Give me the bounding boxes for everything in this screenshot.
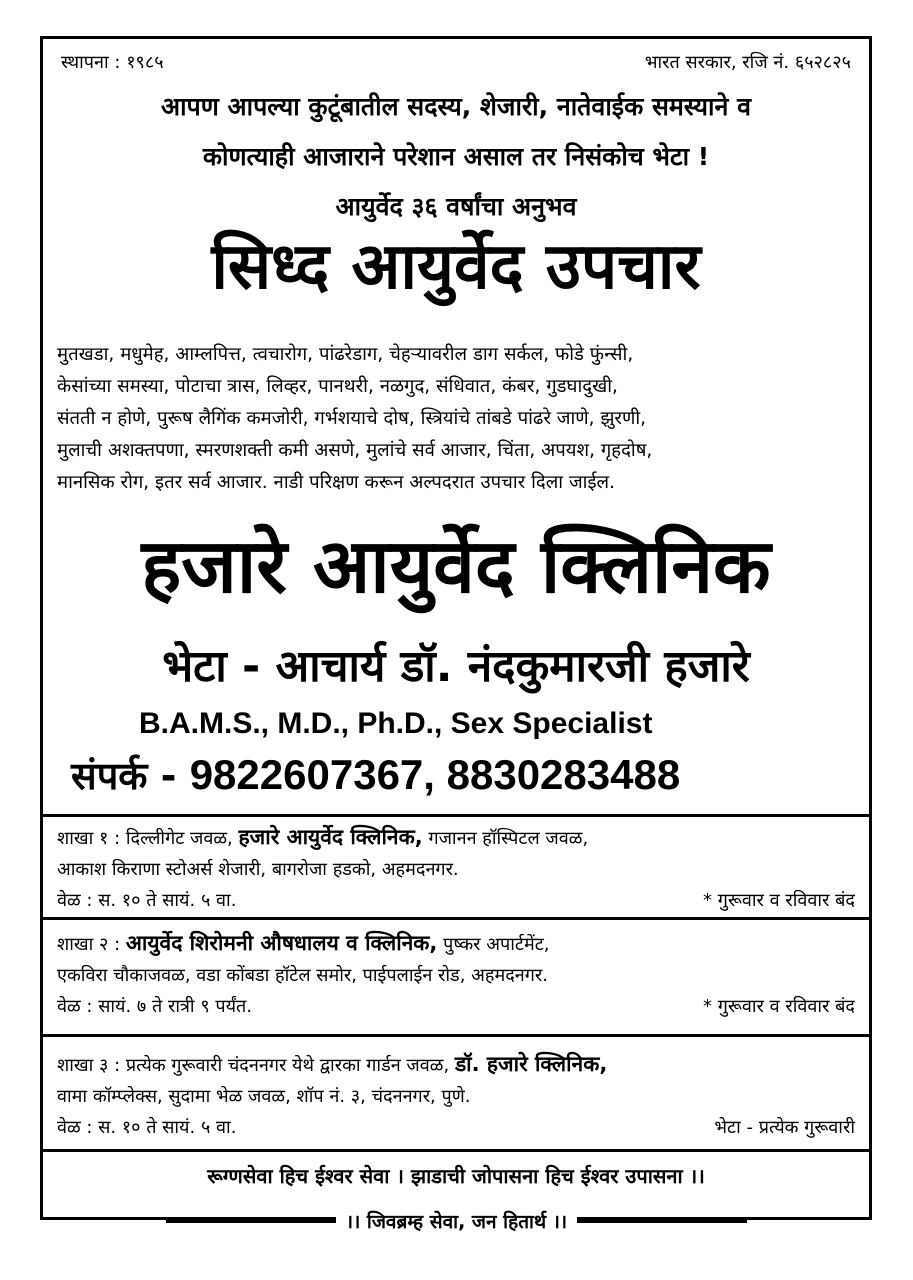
divider [43, 917, 869, 920]
branch-2-timing-row [57, 991, 855, 1022]
disease-line: केसांच्या समस्या, पोटाचा त्रास, लिव्हर, पानथरी, नळगुद, संधिवात, कंबर, गुडघादुखी, [57, 376, 618, 397]
branch-1-address: आकाश किराणा स्टोअर्स शेजारी, बागरोजा हडको, अहमदनगर. [57, 859, 459, 880]
branch-2-suffix: पुष्कर अपार्टमेंट, [443, 934, 550, 955]
poster-frame [40, 36, 872, 1220]
branch-2-prefix: शाखा २ : [57, 934, 121, 955]
headline-title: सिध्द आयुर्वेद उपचार [211, 230, 701, 304]
branch-2-closed-note: * गुरूवार व रविवार बंद [703, 996, 855, 1017]
branch-1-title-row [57, 822, 855, 854]
disease-line: मुलाची अशक्तपणा, स्मरणशक्ती कमी असणे, मुलांचे सर्व आजार, चिंता, अपयश, गृहदोष, [57, 440, 653, 461]
footer-slogan: ।। जिवब्रम्ह सेवा, जन हितार्थ ।। [336, 1208, 577, 1234]
divider [43, 1149, 869, 1152]
disease-line: संतती न होणे, पुरूष लैगिंक कमजोरी, गर्भशयाचे दोष, स्त्रियांचे तांबडे पांढरे जाणे, झुरणी, [57, 408, 647, 429]
contact-label: संपर्क - [71, 754, 177, 798]
disease-list [57, 339, 859, 499]
footer-line [0, 1206, 913, 1236]
clinic-name: हजारे आयुर्वेद क्लिनिक [141, 522, 771, 610]
branch-1 [57, 822, 855, 916]
branch-3-visit-note: भेटा - प्रत्येक गुरूवारी [714, 1117, 855, 1138]
divider [43, 1034, 869, 1037]
registration-number: भारत सरकार, रजि नं. ६५२८२५ [644, 52, 851, 73]
doctor-name: भेटा - आचार्य डॉ. नंदकुमारजी हजारे [162, 641, 750, 692]
footer-rule-left [166, 1220, 336, 1223]
branch-3-timing: वेळ : स. १० ते सायं. ५ वा. [57, 1117, 237, 1138]
branch-1-clinic-name: हजारे आयुर्वेद क्लिनिक, [238, 825, 423, 849]
intro-line-1: आपण आपल्या कुटूंबातील सदस्य, शेजारी, नातेवाईक समस्याने व [160, 92, 752, 121]
branch-2-title-row [57, 928, 855, 960]
branch-1-closed-note: * गुरूवार व रविवार बंद [703, 890, 855, 911]
branch-2-address: एकविरा चौकाजवळ, वडा कोंबडा हॉटेल समोर, पाईपलाईन रोड, अहमदनगर. [57, 965, 548, 986]
divider [43, 814, 869, 817]
disease-line: मुतखडा, मधुमेह, आम्लपित्त, त्वचारोग, पांढरेडाग, चेहऱ्यावरील डाग सर्कल, फोडे फुंन्सी, [57, 344, 634, 365]
disease-line: मानसिक रोग, इतर सर्व आजार. नाडी परिक्षण करून अल्पदरात उपचार दिला जाईल. [57, 472, 615, 493]
branch-1-timing-row [57, 885, 855, 916]
branch-2 [57, 928, 855, 1022]
contact-line [71, 749, 680, 801]
branch-1-timing: वेळ : स. १० ते सायं. ५ वा. [57, 890, 237, 911]
qualifications: B.A.M.S., M.D., Ph.D., Sex Specialist [139, 707, 653, 740]
branch-2-clinic-name: आयुर्वेद शिरोमनी औषधालय व क्लिनिक, [125, 931, 438, 955]
branch-3-address: वामा कॉम्प्लेक्स, सुदामा भेळ जवळ, शॉप नं. ३, चंदननगर, पुणे. [57, 1086, 471, 1107]
experience-text: आयुर्वेद ३६ वर्षांचा अनुभव [335, 192, 577, 221]
footer-rule-right [577, 1220, 747, 1223]
motto-text: रूग्णसेवा हिच ईश्वर सेवा । झाडाची जोपासना हिच ईश्वर उपासना ।। [207, 1164, 705, 1188]
branch-2-timing: वेळ : सायं. ७ ते रात्री ९ पर्यंत. [57, 996, 253, 1017]
branch-3-clinic-name: डॉ. हजारे क्लिनिक, [454, 1052, 608, 1076]
branch-3-timing-row [57, 1112, 855, 1143]
intro-line-2: कोणत्याही आजाराने परेशान असाल तर निसंकोच भेटा ! [202, 142, 710, 171]
contact-numbers: 9822607367, 8830283488 [189, 751, 681, 798]
branch-3-prefix: शाखा ३ : प्रत्येक गुरूवारी चंदननगर येथे द्वारका गार्डन जवळ, [57, 1055, 450, 1076]
branch-1-suffix: गजानन हॉस्पिटल जवळ, [428, 828, 589, 849]
branch-3 [57, 1049, 855, 1143]
established-year: स्थापना : १९८५ [61, 52, 164, 73]
branch-1-prefix: शाखा १ : दिल्लीगेट जवळ, [57, 828, 233, 849]
branch-3-title-row [57, 1049, 855, 1081]
top-info-line [61, 49, 851, 75]
